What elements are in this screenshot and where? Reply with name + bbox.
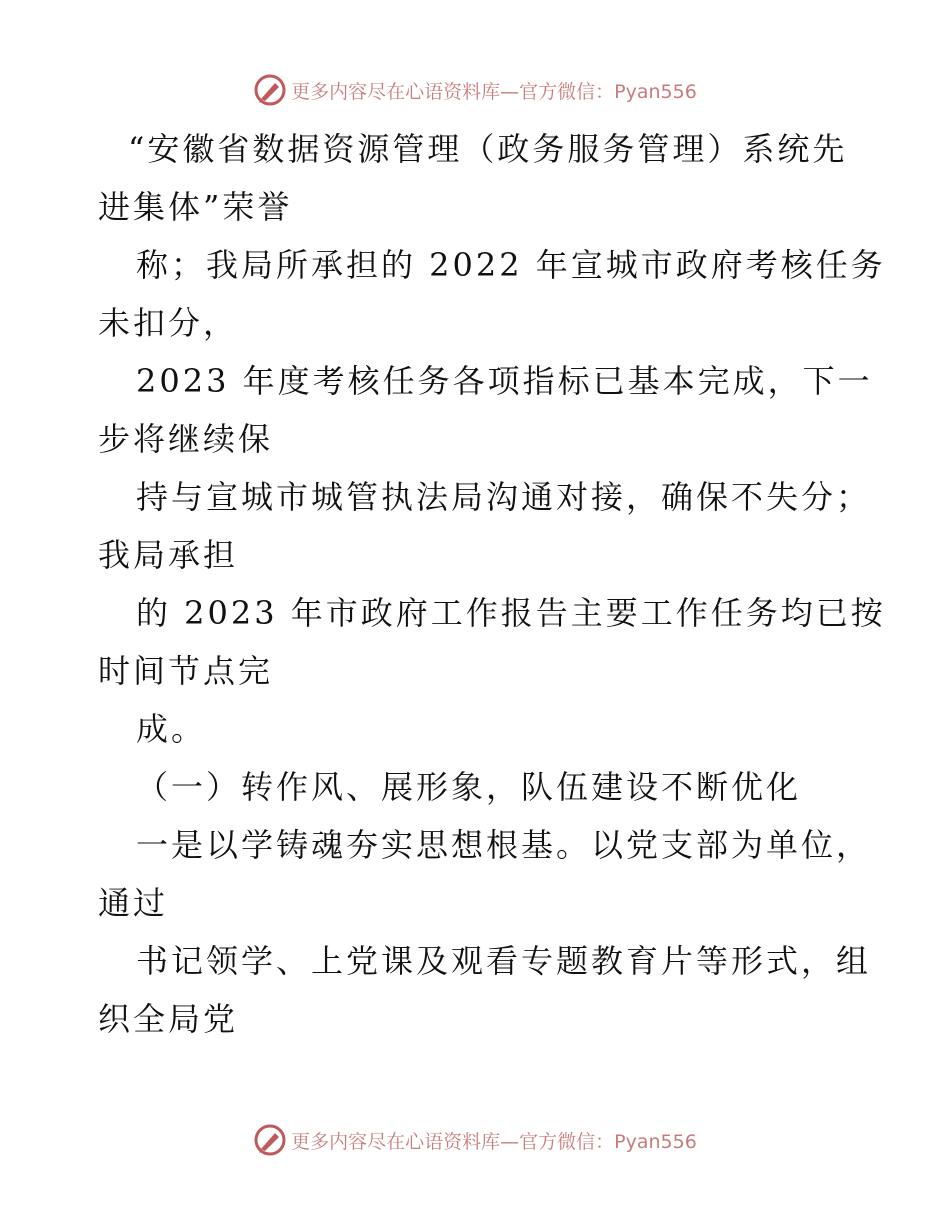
text-line: 书记领学、上党课及观看专题教育片等形式，组 <box>136 942 872 980</box>
document-body <box>98 120 886 1048</box>
header-watermark <box>0 70 950 110</box>
text-line: 通过 <box>98 884 169 922</box>
watermark-text: 更多内容尽在心语资料库—官方微信：Pyan556 <box>291 1130 697 1153</box>
text-line: 持与宣城市城管执法局沟通对接，确保不失分； <box>136 478 872 516</box>
text-line: 的 2023 年市政府工作报告主要工作任务均已按 <box>136 594 886 632</box>
text-line: 2023 年度考核任务各项指标已基本完成，下一 <box>136 362 873 400</box>
text-line: 步将继续保 <box>98 420 274 458</box>
section-heading: （一）转作风、展形象，队伍建设不断优化 <box>136 768 802 806</box>
text-line: 未扣分， <box>98 304 239 342</box>
text-line: 织全局党 <box>98 1000 239 1038</box>
pen-logo-icon <box>253 1123 287 1157</box>
text-line: 进集体”荣誉 <box>98 188 293 226</box>
watermark-text: 更多内容尽在心语资料库—官方微信：Pyan556 <box>291 80 697 103</box>
pen-logo-icon <box>253 73 287 107</box>
text-line: 一是以学铸魂夯实思想根基。以党支部为单位， <box>136 826 872 864</box>
text-line: 时间节点完 <box>98 652 274 690</box>
text-line: 称；我局所承担的 2022 年宣城市政府考核任务 <box>136 246 886 284</box>
footer-watermark <box>0 1120 950 1160</box>
text-line: 成。 <box>136 710 207 748</box>
text-line: “安徽省数据资源管理（政务服务管理）系统先 <box>128 130 848 168</box>
text-line: 我局承担 <box>98 536 239 574</box>
